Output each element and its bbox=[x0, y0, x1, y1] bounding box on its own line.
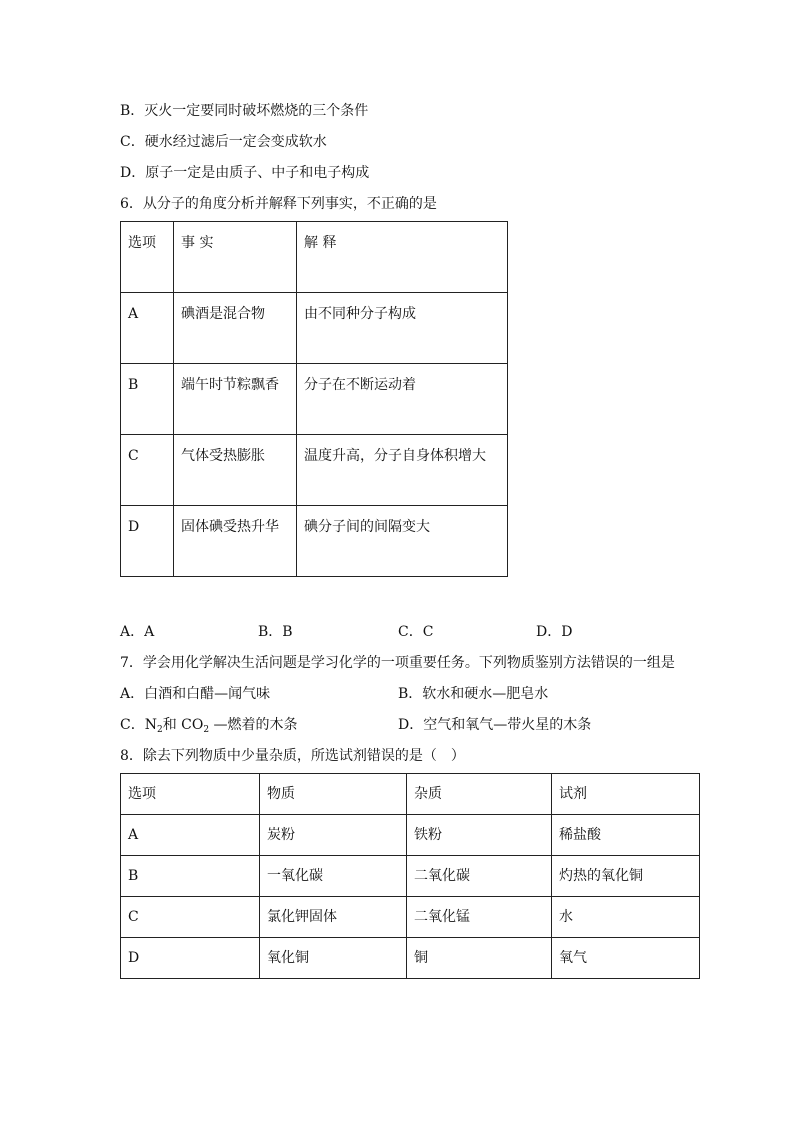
q8-table bbox=[120, 773, 700, 979]
option-d-text: D．原子一定是由质子、中子和电子构成 bbox=[120, 165, 370, 181]
table-cell: 稀盐酸 bbox=[552, 815, 700, 856]
table-cell: 端午时节粽飘香 bbox=[174, 364, 297, 435]
header-cell: 物质 bbox=[260, 774, 407, 815]
table-cell: 由不同种分子构成 bbox=[297, 293, 508, 364]
table-cell: 二氧化碳 bbox=[407, 856, 552, 897]
table-row bbox=[121, 506, 508, 577]
option-c-text: C．硬水经过滤后一定会变成软水 bbox=[120, 134, 327, 150]
table-cell: 气体受热膨胀 bbox=[174, 435, 297, 506]
q6-table bbox=[120, 221, 508, 577]
q7-choice-c-suffix: —燃着的木条 bbox=[209, 717, 298, 733]
q7-choice-c-mid: 和 CO bbox=[162, 717, 204, 733]
table-row bbox=[121, 815, 700, 856]
table-cell: C bbox=[121, 897, 260, 938]
header-cell: 解 释 bbox=[297, 222, 508, 293]
table-cell: 水 bbox=[552, 897, 700, 938]
subscript-2: 2 bbox=[203, 725, 210, 735]
table-cell: 氧化铜 bbox=[260, 938, 407, 979]
table-cell: 温度升高，分子自身体积增大 bbox=[297, 435, 508, 506]
table-cell: 分子在不断运动着 bbox=[297, 364, 508, 435]
q6-choice-b: B．B bbox=[258, 624, 293, 640]
table-row bbox=[121, 364, 508, 435]
table-cell: D bbox=[121, 506, 174, 577]
table-cell: 二氧化锰 bbox=[407, 897, 552, 938]
header-cell: 杂质 bbox=[407, 774, 552, 815]
q7-choice-c-prefix: C．N bbox=[120, 717, 157, 733]
table-cell: C bbox=[121, 435, 174, 506]
option-b-text: B．灭火一定要同时破坏燃烧的三个条件 bbox=[120, 103, 369, 119]
q7-choice-d: D．空气和氧气—带火星的木条 bbox=[398, 717, 592, 733]
table-cell: 碘分子间的间隔变大 bbox=[297, 506, 508, 577]
header-cell: 事 实 bbox=[174, 222, 297, 293]
table-row bbox=[121, 897, 700, 938]
header-cell: 选项 bbox=[121, 222, 174, 293]
q7-choice-c bbox=[120, 717, 298, 735]
table-cell: A bbox=[121, 815, 260, 856]
table-cell: D bbox=[121, 938, 260, 979]
table-cell: 铜 bbox=[407, 938, 552, 979]
table-header-row bbox=[121, 222, 508, 293]
table-row bbox=[121, 856, 700, 897]
table-cell: 氧气 bbox=[552, 938, 700, 979]
table-cell: 炭粉 bbox=[260, 815, 407, 856]
q7-choice-b: B．软水和硬水—肥皂水 bbox=[398, 686, 549, 702]
header-cell: 选项 bbox=[121, 774, 260, 815]
table-cell: A bbox=[121, 293, 174, 364]
table-header-row bbox=[121, 774, 700, 815]
q6-choice-c: C．C bbox=[398, 624, 434, 640]
table-cell: 氯化钾固体 bbox=[260, 897, 407, 938]
table-cell: B bbox=[121, 856, 260, 897]
q6-stem: 6．从分子的角度分析并解释下列事实，不正确的是 bbox=[120, 196, 437, 212]
table-row bbox=[121, 435, 508, 506]
table-row bbox=[121, 293, 508, 364]
q6-choice-a: A．A bbox=[120, 624, 155, 640]
table-cell: 灼热的氧化铜 bbox=[552, 856, 700, 897]
table-cell: B bbox=[121, 364, 174, 435]
subscript-2: 2 bbox=[156, 725, 163, 735]
q6-choice-d: D．D bbox=[536, 624, 573, 640]
table-row bbox=[121, 938, 700, 979]
q7-choice-a: A．白酒和白醋—闻气味 bbox=[120, 686, 271, 702]
table-cell: 铁粉 bbox=[407, 815, 552, 856]
table-cell: 一氧化碳 bbox=[260, 856, 407, 897]
q8-stem: 8．除去下列物质中少量杂质，所选试剂错误的是（ ） bbox=[120, 748, 465, 764]
header-cell: 试剂 bbox=[552, 774, 700, 815]
table-cell: 固体碘受热升华 bbox=[174, 506, 297, 577]
table-cell: 碘酒是混合物 bbox=[174, 293, 297, 364]
q7-stem: 7．学会用化学解决生活问题是学习化学的一项重要任务。下列物质鉴别方法错误的一组是 bbox=[120, 655, 675, 671]
